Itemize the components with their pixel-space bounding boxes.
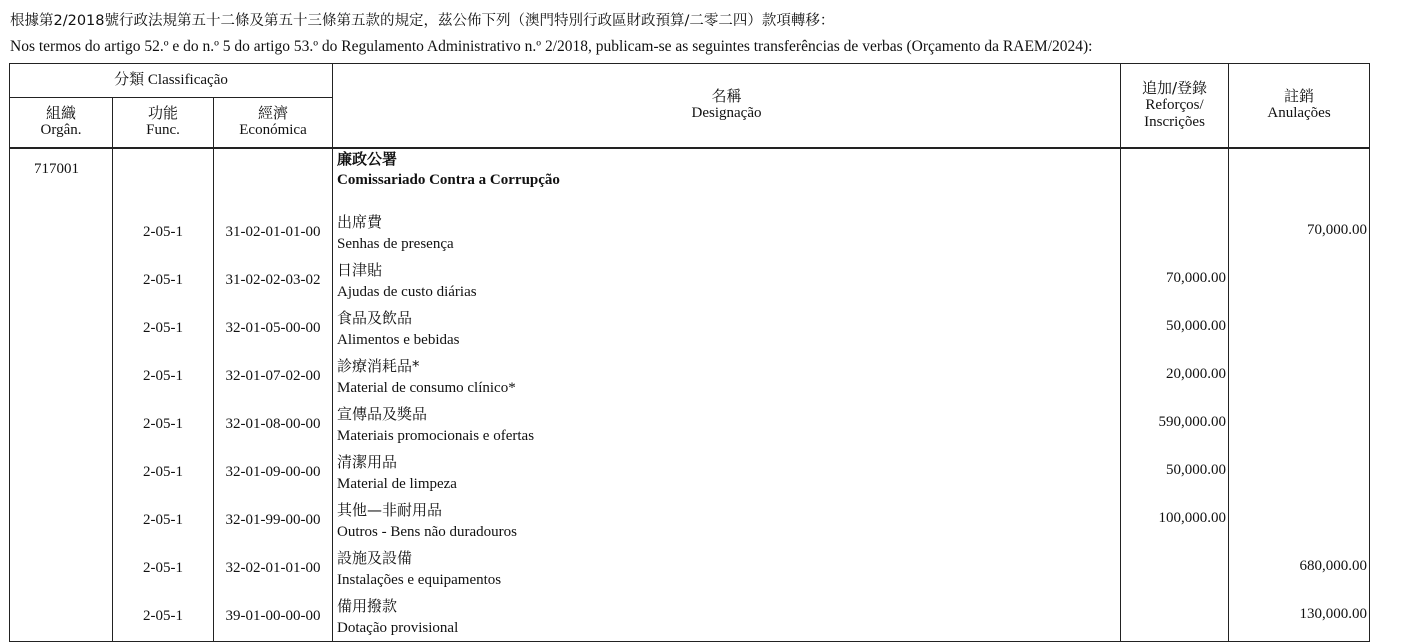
table-row xyxy=(10,593,1370,642)
function-code: 2-05-1 xyxy=(113,593,214,642)
cancellation-amount xyxy=(1229,449,1370,497)
cancellation-amount: 130,000.00 xyxy=(1229,593,1370,642)
designation: 宣傳品及獎品 Materiais promocionais e ofertas xyxy=(333,401,1121,449)
reinforcement-amount: 50,000.00 xyxy=(1121,449,1229,497)
designation: 設施及設備 Instalações e equipamentos xyxy=(333,545,1121,593)
intro-chinese: 根據第2/2018號行政法規第五十二條及第五十三條第五款的規定，茲公佈下列（澳門特別行政區財政預算/二零二四）款項轉移： xyxy=(10,13,835,29)
table-row xyxy=(10,545,1370,593)
reinforcement-amount: 50,000.00 xyxy=(1121,305,1229,353)
economic-code: 32-01-05-00-00 xyxy=(214,305,333,353)
designation: 食品及飲品 Alimentos e bebidas xyxy=(333,305,1121,353)
function-code: 2-05-1 xyxy=(113,353,214,401)
reinforcement-amount xyxy=(1121,209,1229,257)
table-row xyxy=(10,209,1370,257)
cancellation-amount xyxy=(1229,497,1370,545)
economic-code: 39-01-00-00-00 xyxy=(214,593,333,642)
table-row xyxy=(10,257,1370,305)
reinforcement-amount: 100,000.00 xyxy=(1121,497,1229,545)
cancellation-amount: 680,000.00 xyxy=(1229,545,1370,593)
cancellations-header: 註銷 Anulações xyxy=(1229,64,1370,148)
intro-portuguese: Nos termos do artigo 52.º e do n.º 5 do artigo 53.º do Regulamento Administrativo n.º 2/2018, publicam-se as seguintes transferências de verbas (Orçamento da RAEM/2024): xyxy=(10,38,1093,55)
economic-code: 31-02-01-01-00 xyxy=(214,209,333,257)
designation-header: 名稱 Designação xyxy=(333,64,1121,148)
designation: 出席費 Senhas de presença xyxy=(333,209,1121,257)
cancellation-amount: 70,000.00 xyxy=(1229,209,1370,257)
table-row xyxy=(10,449,1370,497)
cancellation-amount xyxy=(1229,401,1370,449)
designation: 其他—非耐用品 Outros - Bens não duradouros xyxy=(333,497,1121,545)
table-row xyxy=(10,353,1370,401)
economic-code: 32-01-99-00-00 xyxy=(214,497,333,545)
function-code: 2-05-1 xyxy=(113,449,214,497)
cancellation-amount xyxy=(1229,353,1370,401)
economic-code: 32-01-09-00-00 xyxy=(214,449,333,497)
transfer-table xyxy=(9,63,1370,642)
economic-code: 31-02-02-03-02 xyxy=(214,257,333,305)
economic-code: 32-02-01-01-00 xyxy=(214,545,333,593)
reinforcement-amount: 590,000.00 xyxy=(1121,401,1229,449)
cancellation-amount xyxy=(1229,257,1370,305)
function-code: 2-05-1 xyxy=(113,497,214,545)
function-header: 功能 Func. xyxy=(113,98,214,148)
classification-header: 分類 Classificação xyxy=(10,64,333,98)
designation: 備用撥款 Dotação provisional xyxy=(333,593,1121,642)
organ-code: 717001 xyxy=(10,148,113,209)
function-code: 2-05-1 xyxy=(113,257,214,305)
function-code: 2-05-1 xyxy=(113,401,214,449)
organ-header: 組織 Orgân. xyxy=(10,98,113,148)
table-row xyxy=(10,305,1370,353)
designation: 診療消耗品* Material de consumo clínico* xyxy=(333,353,1121,401)
economic-header: 經濟 Económica xyxy=(214,98,333,148)
reinforcement-amount: 70,000.00 xyxy=(1121,257,1229,305)
reinforcement-amount: 20,000.00 xyxy=(1121,353,1229,401)
designation: 清潔用品 Material de limpeza xyxy=(333,449,1121,497)
function-code: 2-05-1 xyxy=(113,545,214,593)
function-code: 2-05-1 xyxy=(113,209,214,257)
cancellation-amount xyxy=(1229,305,1370,353)
table-row xyxy=(10,497,1370,545)
function-code: 2-05-1 xyxy=(113,305,214,353)
reinforcement-amount xyxy=(1121,545,1229,593)
designation: 日津貼 Ajudas de custo diárias xyxy=(333,257,1121,305)
organ-row xyxy=(10,148,1370,209)
reinforcement-amount xyxy=(1121,593,1229,642)
table-row xyxy=(10,401,1370,449)
economic-code: 32-01-07-02-00 xyxy=(214,353,333,401)
reinforcements-header: 追加/登錄 Reforços/ Inscrições xyxy=(1121,64,1229,148)
organ-name: 廉政公署 Comissariado Contra a Corrupção xyxy=(333,148,1121,209)
economic-code: 32-01-08-00-00 xyxy=(214,401,333,449)
